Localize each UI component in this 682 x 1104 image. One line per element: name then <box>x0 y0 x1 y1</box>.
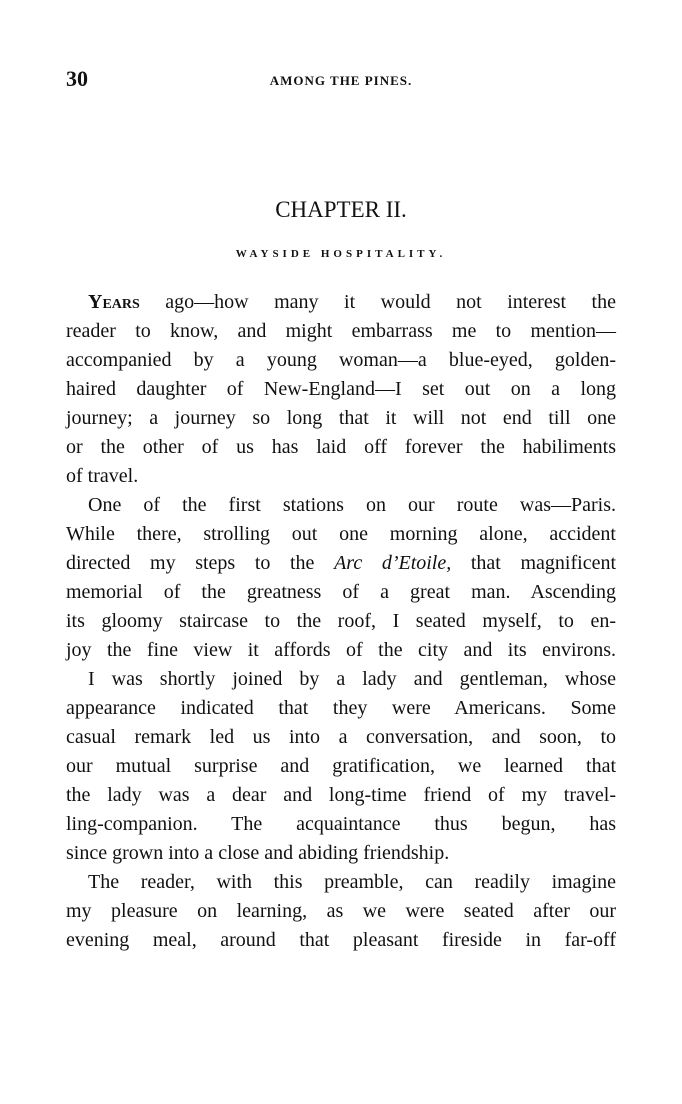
text-line: ling-companion. The acquaintance thus begun, has <box>66 813 616 835</box>
text-line: The reader, with this preamble, can readily imagine <box>88 871 616 893</box>
body-text <box>66 288 616 955</box>
text-line: casual remark led us into a conversation, and soon, to <box>66 726 616 748</box>
chapter-subtitle: WAYSIDE HOSPITALITY. <box>235 248 447 260</box>
text-line: haired daughter of New-England—I set out on a long <box>66 378 616 400</box>
text-line: directed my steps to the Arc d’Etoile, that magnificent <box>66 552 616 574</box>
text-line: One of the first stations on our route was—Paris. <box>88 494 616 516</box>
text-line: or the other of us has laid off forever the habiliments <box>66 436 616 458</box>
text-line: While there, strolling out one morning alone, accident <box>66 523 616 545</box>
chapter-title: CHAPTER II. <box>275 197 407 222</box>
text-line: appearance indicated that they were Americans. Some <box>66 697 616 719</box>
text-line: memorial of the greatness of a great man. Ascending <box>66 581 616 603</box>
text-line: joy the fine view it affords of the city and its environs. <box>66 639 616 661</box>
drop-word: Years <box>88 291 140 313</box>
text-line: Years ago—how many it would not interest the <box>88 291 616 313</box>
text-line: our mutual surprise and gratification, we learned that <box>66 755 616 777</box>
text-line: journey; a journey so long that it will not end till one <box>66 407 616 429</box>
text-line: accompanied by a young woman—a blue-eyed, golden- <box>66 349 616 371</box>
paragraph <box>66 491 616 665</box>
text-line: its gloomy staircase to the roof, I seated myself, to en- <box>66 610 616 632</box>
text-line: my pleasure on learning, as we were seated after our <box>66 900 616 922</box>
paragraph <box>66 868 616 955</box>
text-line: the lady was a dear and long-time friend of my travel- <box>66 784 616 806</box>
text-line: evening meal, around that pleasant fireside in far-off <box>66 929 616 951</box>
running-head: AMONG THE PINES. <box>269 73 413 88</box>
text-line: reader to know, and might embarrass me to mention— <box>66 320 616 342</box>
text-line: I was shortly joined by a lady and gentleman, whose <box>88 668 616 690</box>
paragraph <box>66 665 616 868</box>
italic-place-name: Arc d’Etoile, <box>334 552 452 574</box>
page-number: 30 <box>66 66 88 91</box>
paragraph <box>66 288 616 491</box>
text-line: of travel. <box>66 465 139 487</box>
text-line: since grown into a close and abiding friendship. <box>66 842 450 864</box>
